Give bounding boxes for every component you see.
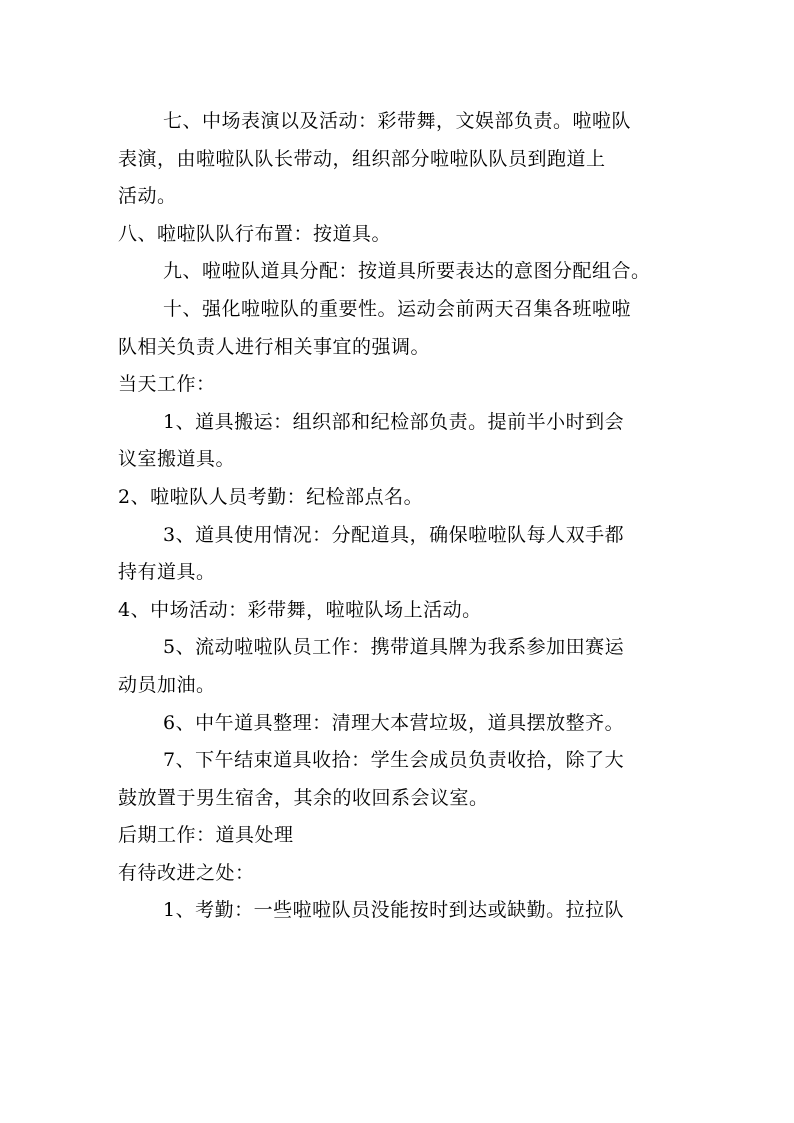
text-line: 4、中场活动：彩带舞，啦啦队场上活动。 xyxy=(118,598,482,621)
text-line: 动员加油。 xyxy=(118,673,216,696)
document-body xyxy=(118,103,678,930)
text-line: 5、流动啦啦队员工作：携带道具牌为我系参加田赛运 xyxy=(163,636,625,659)
text-line: 1、道具搬运：组织部和纪检部负责。提前半小时到会 xyxy=(163,410,625,433)
text-line: 议室搬道具。 xyxy=(118,448,236,471)
text-line: 当天工作： xyxy=(118,373,216,396)
text-line: 6、中午道具整理：清理大本营垃圾，道具摆放整齐。 xyxy=(163,711,625,734)
text-line: 后期工作：道具处理 xyxy=(118,824,294,847)
text-line: 七、中场表演以及活动：彩带舞，文娱部负责。啦啦队 xyxy=(163,110,632,132)
text-line: 十、强化啦啦队的重要性。运动会前两天召集各班啦啦 xyxy=(163,297,632,320)
text-line: 鼓放置于男生宿舍，其余的收回系会议室。 xyxy=(118,786,489,809)
text-line: 队相关负责人进行相关事宜的强调。 xyxy=(118,335,431,358)
text-line: 2、啦啦队人员考勤：纪检部点名。 xyxy=(118,485,424,508)
text-line: 表演，由啦啦队队长带动，组织部分啦啦队队员到跑道上 xyxy=(118,147,606,170)
text-line: 持有道具。 xyxy=(118,561,216,584)
text-line: 7、下午结束道具收拾：学生会成员负责收拾，除了大 xyxy=(163,749,625,772)
text-line: 1、考勤：一些啦啦队员没能按时到达或缺勤。拉拉队 xyxy=(163,899,625,922)
text-line: 八、啦啦队队行布置：按道具。 xyxy=(118,222,392,245)
text-line: 有待改进之处： xyxy=(118,861,255,884)
text-line: 九、啦啦队道具分配：按道具所要表达的意图分配组合。 xyxy=(163,260,651,283)
text-line: 3、道具使用情况：分配道具，确保啦啦队每人双手都 xyxy=(163,523,625,546)
text-line: 活动。 xyxy=(118,185,177,208)
